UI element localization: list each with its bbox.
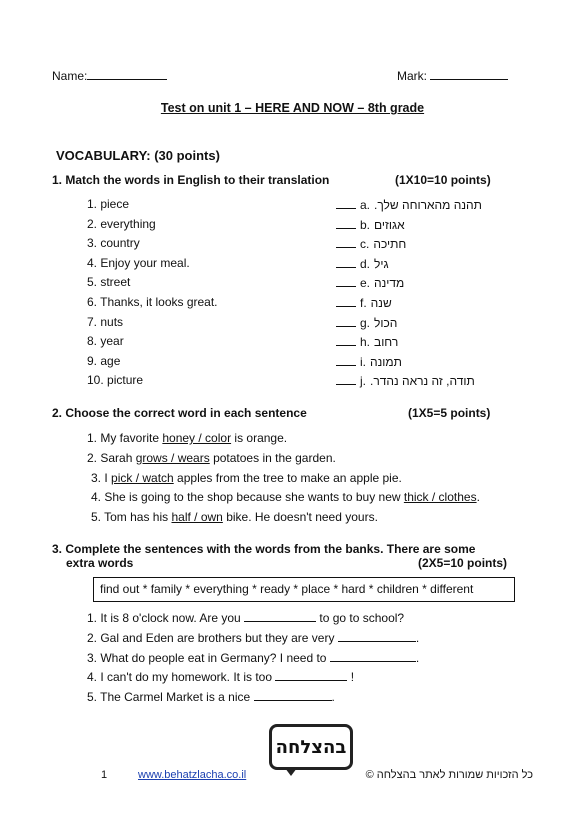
q1-points: (1X10=10 points): [395, 173, 491, 187]
q2-instruction: 2. Choose the correct word in each sentence: [52, 406, 307, 420]
match-item-answer: [336, 334, 398, 349]
sentence-text: 4. I can't do my homework. It is too: [87, 670, 276, 684]
match-item-answer: [336, 373, 475, 388]
hebrew-translation: חתיכה: [373, 237, 407, 251]
word-bank-text: find out * family * everything * ready * place * hard * children * different: [100, 582, 474, 596]
copyright-text: כל הזכויות שמורות לאתר בהצלחה ©: [365, 769, 533, 781]
name-label: Name:: [52, 69, 88, 83]
mark-field: [397, 68, 508, 83]
fill-in-row: [87, 650, 419, 665]
match-item-english: 3. country: [87, 236, 140, 250]
fill-in-blank[interactable]: [275, 669, 347, 681]
fill-in-row: [87, 689, 335, 704]
word-choice[interactable]: pick / watch: [111, 471, 174, 485]
match-letter: g.: [360, 316, 371, 330]
sentence-row: [87, 451, 336, 465]
match-item-english: 5. street: [87, 275, 131, 289]
hebrew-translation: הכול: [374, 316, 398, 330]
logo-text: בהצלחה: [275, 736, 347, 758]
match-item-english: 6. Thanks, it looks great.: [87, 295, 218, 309]
answer-blank[interactable]: [336, 275, 356, 287]
match-item-english: 1. piece: [87, 197, 130, 211]
answer-blank[interactable]: [336, 354, 356, 366]
page-number: 1: [101, 769, 108, 781]
match-item-english: 2. everything: [87, 217, 156, 231]
sentence-text: 1. It is 8 o'clock now. Are you: [87, 611, 245, 625]
sentence-row: [87, 431, 287, 445]
sentence-text: .: [476, 490, 480, 504]
sentence-text: 2. Sarah: [87, 451, 136, 465]
section-heading: VOCABULARY: (30 points): [56, 148, 220, 163]
match-item-english: 9. age: [87, 354, 121, 368]
mark-label: Mark:: [397, 69, 427, 83]
sentence-text: 1. My favorite: [87, 431, 163, 445]
match-item-answer: [336, 197, 482, 212]
mark-blank[interactable]: [430, 68, 508, 80]
sentence-text: 5. Tom has his: [91, 510, 172, 524]
q3-instruction-line1: 3. Complete the sentences with the words from the banks. There are some: [52, 542, 476, 556]
word-choice[interactable]: grows / wears: [135, 451, 210, 465]
fill-in-row: [87, 630, 419, 645]
fill-in-row: [87, 669, 354, 684]
match-letter: h.: [360, 335, 371, 349]
answer-blank[interactable]: [336, 217, 356, 229]
hebrew-translation: אגוזים: [374, 218, 405, 232]
q3-instruction-line2: extra words: [66, 556, 134, 570]
match-letter: c.: [360, 237, 370, 251]
sentence-text: !: [347, 670, 355, 684]
sentence-text: .: [415, 651, 420, 665]
sentence-text: potatoes in the garden.: [209, 451, 336, 465]
answer-blank[interactable]: [336, 295, 356, 307]
fill-in-blank[interactable]: [330, 650, 416, 662]
name-field: [52, 68, 167, 83]
answer-blank[interactable]: [336, 334, 356, 346]
q2-points: (1X5=5 points): [408, 406, 491, 420]
word-bank-box: [93, 577, 515, 602]
match-item-answer: [336, 354, 402, 369]
q3-points: (2X5=10 points): [418, 556, 508, 570]
match-item-answer: [336, 315, 397, 330]
match-letter: f.: [360, 296, 367, 310]
match-item-english: 4. Enjoy your meal.: [87, 256, 190, 270]
hebrew-translation: מדינה: [374, 276, 405, 290]
match-letter: b.: [360, 218, 371, 232]
match-item-answer: [336, 217, 405, 232]
match-letter: i.: [360, 355, 366, 369]
sentence-text: is orange.: [231, 431, 288, 445]
hebrew-translation: שנה: [370, 296, 392, 310]
sentence-text: 2. Gal and Eden are brothers but they are very: [87, 631, 338, 645]
match-item-answer: [336, 295, 392, 310]
match-item-answer: [336, 236, 406, 251]
sentence-text: .: [415, 631, 420, 645]
fill-in-blank[interactable]: [338, 630, 416, 642]
match-letter: j.: [360, 374, 366, 388]
match-letter: a.: [360, 198, 371, 212]
match-letter: e.: [360, 276, 371, 290]
hebrew-translation: תמונה: [370, 355, 402, 369]
q1-instruction: 1. Match the words in English to their translation: [52, 173, 330, 187]
sentence-text: apples from the tree to make an apple pie.: [173, 471, 402, 485]
name-blank[interactable]: [87, 68, 167, 80]
word-choice[interactable]: honey / color: [162, 431, 232, 445]
match-item-answer: [336, 256, 389, 271]
hebrew-translation: תודה, זה נראה נהדר.: [370, 374, 475, 388]
sentence-row: [91, 490, 480, 504]
match-item-english: 7. nuts: [87, 315, 124, 329]
logo-tail: [285, 768, 297, 776]
answer-blank[interactable]: [336, 197, 356, 209]
sentence-text: 4. She is going to the shop because she wants to buy new: [91, 490, 404, 504]
hebrew-translation: רחוב: [374, 335, 399, 349]
fill-in-blank[interactable]: [254, 689, 332, 701]
fill-in-blank[interactable]: [244, 610, 316, 622]
logo-badge: [269, 724, 353, 770]
match-item-english: 8. year: [87, 334, 124, 348]
answer-blank[interactable]: [336, 315, 356, 327]
answer-blank[interactable]: [336, 236, 356, 248]
hebrew-translation: גיל: [374, 257, 389, 271]
sentence-text: 5. The Carmel Market is a nice: [87, 690, 254, 704]
sentence-row: [91, 510, 378, 524]
hebrew-translation: תהנה מהארוחה שלך.: [374, 198, 482, 212]
fill-in-row: [87, 610, 404, 625]
sentence-text: 3. What do people eat in Germany? I need to: [87, 651, 330, 665]
word-choice[interactable]: thick / clothes: [403, 490, 477, 504]
match-item-answer: [336, 275, 404, 290]
word-choice[interactable]: half / own: [171, 510, 223, 524]
page-title: Test on unit 1 – HERE AND NOW – 8th grade: [160, 101, 425, 115]
sentence-row: [91, 471, 402, 485]
answer-blank[interactable]: [336, 373, 356, 385]
match-letter: d.: [360, 257, 371, 271]
sentence-text: bike. He doesn't need yours.: [222, 510, 378, 524]
website-link[interactable]: www.behatzlacha.co.il: [138, 769, 247, 781]
sentence-text: 3. I: [91, 471, 112, 485]
sentence-text: to go to school?: [316, 611, 405, 625]
answer-blank[interactable]: [336, 256, 356, 268]
sentence-text: .: [331, 690, 335, 704]
match-item-english: 10. picture: [87, 373, 144, 387]
